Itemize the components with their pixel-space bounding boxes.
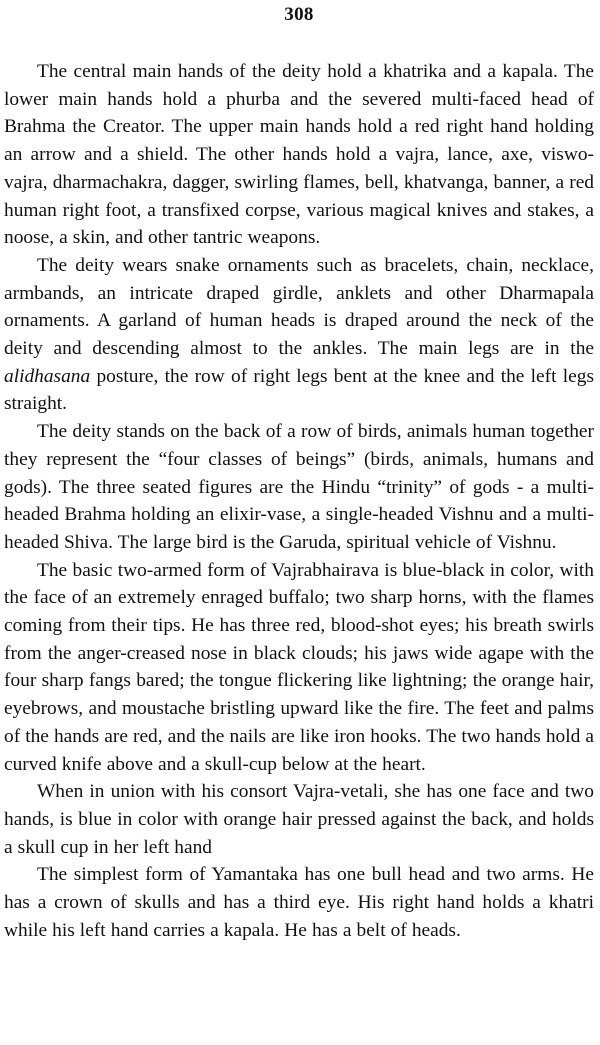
paragraph-beings: The deity stands on the back of a row of birds, animals human together they represent the “four classes of beings” (birds, animals, humans and gods). The three seated figures are the Hindu “trinity” of gods - a multi-headed Brahma holding an elixir-vase, a single-headed Vishnu and a multi-headed Shiva. The large bird is the Garuda, spiritual vehicle of Vishnu.	[4, 421, 594, 553]
paragraph-yamantaka: The simplest form of Yamantaka has one bull head and two arms. He has a crown of skulls and has a third eye. His right hand holds a khatri while his left hand carries a kapala. He has a belt of heads.	[4, 864, 594, 941]
posture-term: alidhasana	[4, 365, 91, 387]
paragraph-ornaments	[4, 252, 594, 418]
paragraph-consort: When in union with his consort Vajra-vetali, she has one face and two hands, is blue in color with orange hair pressed against the back, and holds a skull cup in her left hand	[4, 781, 594, 858]
paragraph-ornaments-text: The deity wears snake ornaments such as bracelets, chain, necklace, armbands, an intricate draped girdle, anklets and other Dharmapala ornaments. A garland of human heads is draped around the neck of the deity and descending almost to the ankles. The main legs are in the	[4, 254, 594, 360]
page-number: 308	[284, 4, 314, 25]
paragraph-vajrabhairava: The basic two-armed form of Vajrabhairava is blue-black in color, with the face of an extremely enraged buffalo; two sharp horns, with the flames coming from their tips. He has three red, blood-shot eyes; his breath swirls from the anger-creased nose in black clouds; his jaws wide agape with the four sharp fangs bared; the tongue flickering like lightning; the orange hair, eyebrows, and moustache bristling upward like the fire. The feet and palms of the hands are red, and the nails are like iron hooks. The two hands hold a curved knife above and a skull-cup below at the heart.	[4, 559, 594, 775]
paragraph-ornaments-text-end: posture, the row of right legs bent at the knee and the left legs straight.	[4, 365, 594, 415]
paragraph-hands: The central main hands of the deity hold a khatrika and a kapala. The lower main hands hold a phurba and the severed multi-faced head of Brahma the Creator. The upper main hands hold a red right hand holding an arrow and a shield. The other hands hold a vajra, lance, axe, viswo-vajra, dharmachakra, dagger, swirling flames, bell, khatvanga, banner, a red human right foot, a transfixed corpse, various magical knives and stakes, a noose, a skin, and other tantric weapons.	[4, 61, 594, 249]
